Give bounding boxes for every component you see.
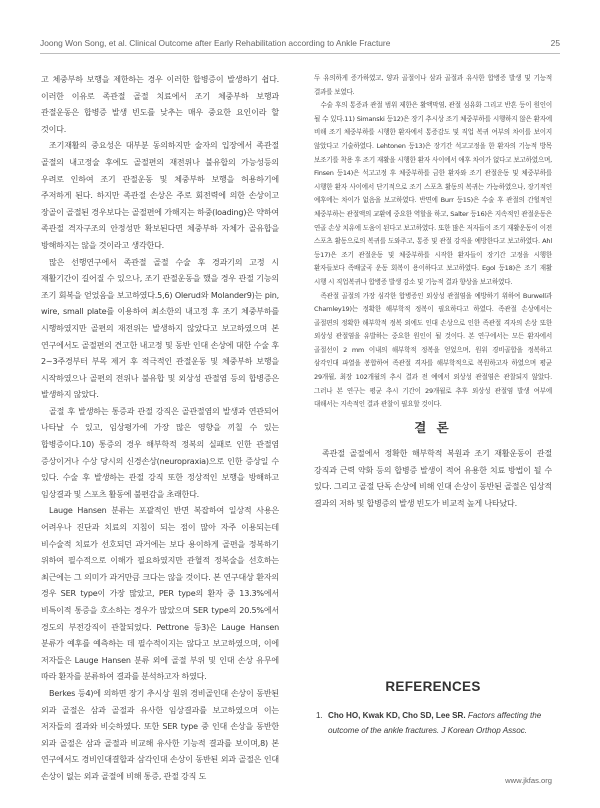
references-heading: REFERENCES [385,679,481,694]
paragraph: 조기재활의 중요성은 대부분 동의하지만 술자의 입장에서 족관절 골절의 내고정술 후에도 골절편의 재전위나 불유합의 가능성등의 우려로 인하여 조기 관절운동 및 체중부하 보행을 허용하기에 주저하게 된다. 하지만 족관절 손상은 주로 회전력에 의한 손상이고 장골이 골절된 경우보다는 골절편에 가해지는 하중(loading)은 약하여 족관절 격자구조의 안정성만 확보된다면 체중부하 자체가 골유합을 방해하지는 않을 것이라고 생각한다. [41,141,279,250]
reference-authors: Cho HO, Kwak KD, Cho SD, Lee SR. [328,711,466,720]
paragraph: Berkes 등4)에 의하면 장기 추시상 원위 경비골인대 손상이 동반된 외과 골절은 삼과 골절과 유사한 임상결과를 보고하였으며 이는 저자들의 결과와 비슷하였다. 또한 SER type 중 인대 손상을 동반한 외과 골절은 삼과 골절과 비교해 유사한 기능적 결과를 보이며,8) 본 연구에서도 경비인대결합과 삼각인대 손상이 동반된 외과 골절은 인대 손상이 없는 외과 골절에 비해 통증, 관절 강직 도 [41,688,279,781]
reference-title: Factors affecting the outcome of the ankle fractures. J Korean Orthop Assoc. [328,711,542,735]
header-rule [40,53,560,54]
paragraph: 족관절 골절의 가장 심각한 합병증인 외상성 관절염을 예방하기 위하여 Burwell과 Charnley19)는 정확한 해부학적 정복이 필요하다고 하였다. 족관절 손상에서는 골절편의 정확한 해부학적 정복 외에도 인대 손상으로 인한 족관절 격자의 손상 또한 외상성 관절염을 유발하는 중요한 원인이 될 것이다. 본 연구에서는 모든 환자에서 골절선이 2 mm 이내의 해부학적 정복을 얻었으며, 원위 경비골합을 정복하고 삼각인대 파열을 봉합하여 족관절 격자를 해부학적으로 복원하고자 하였으며 평균 29개월, 최장 102개월의 추시 결과 전 예에서 외상성 관절염은 관찰되지 않았다. 그러나 본 연구는 평균 추시 기간이 29개월로 추후 외상성 관절염 발생 여부에 대해서는 지속적인 결과 관찰이 필요할 것이다. [314,291,552,409]
paragraph: 고 체중부하 보행을 제한하는 경우 이러한 합병증이 발생하기 쉽다. 이러한 이유로 족관절 골절 치료에서 조기 체중부하 보행과 관절운동은 합병증 발생 빈도를 낮추는 매우 중요한 요인이라 할 것이다. [41,75,279,134]
conclusion-section [314,446,552,512]
page-number: 25 [550,38,560,48]
paragraph: 족관절 골절에서 정확한 해부학적 복원과 조기 재활운동이 관절 강직과 근력 약화 등의 합병증 발생이 적어 유용한 치료 방법이 될 수 있다. 그리고 골절 단독 손상에 비해 인대 손상이 동반된 골절은 임상적 결과의 저하 및 합병증의 발생 빈도가 비교적 높게 나타났다. [314,449,552,508]
right-column [314,72,552,412]
paragraph: 많은 선행연구에서 족관절 골절 수술 후 경과기의 고정 시 재활기간이 길어질 수 있으나, 조기 관절운동을 했을 경우 관절 기능의 조기 회복을 얻었음을 보고하였다.5,6) Olerud와 Molander9)는 pin, wire, small plate를 이용하여 최소한의 내고정 후 조기 체중부하를 시행하였지만 골편의 재전위는 발생하지 않았다고 보고하였으며 본 연구에서도 골절편의 견고한 내고정 및 동반 인대 손상에 대한 수술 후 2~3주경부터 부목 제거 후 적극적인 관절운동 및 체중부하 보행을 시작하였으나 골편의 전위나 불유합 및 외상성 관절염 등의 합병증은 발생하지 않았다. [41,257,279,400]
paragraph: 두 유의하게 증가하였고, 양과 골절이나 삼과 골절과 유사한 합병증 발생 및 기능적 결과를 보였다. [314,74,552,96]
running-title: Joong Won Song, et al. Clinical Outcome after Early Rehabilitation according to Ankle Fracture [40,38,391,48]
reference-number: 1. [316,711,323,720]
reference-item [314,708,552,738]
conclusion-heading: 결 론 [414,420,452,435]
left-column [41,72,279,786]
paragraph: 수술 후의 통증과 관절 범위 제한은 활액막염, 관절 섬유화 그리고 반흔 등이 원인이 될 수 있다.11) Simanski 등12)은 장기 추시상 조기 체중부하를 시행하지 않은 환자에 비해 조기 체중부하를 시행한 환자에서 통증감도 및 직업 복귀 여부의 차이를 보이지 않았다고 기술하였다. Lehtonen 등13)은 장기간 석고고정을 한 환자의 기능적 방목 보조기를 착용 후 조기 재활을 시행한 환자 사이에서 애후 차이가 없다고 보고하였으며, Finsen 등14)은 석고고정 후 체중부하를 금한 환자와 조기 관절운동 및 체중부하를 시행한 환자 사이에서 단기적으로 조기 스포츠 활동의 복귀는 가능하였으나, 장기적인 예후에는 차이가 없음을 보고하였다. 반면에 Burr 등15)은 수술 후 관절의 간헐적인 체중부하는 관절액의 교환에 중요한 역할을 하고, Salter 등16)은 지속적인 관절운동은 연골 손상 치유에 도움이 된다고 보고하였다. 또한 많은 저자들이 조기 재활운동이 이전 스포츠 활동으로의 복귀를 도와주고, 통증 및 관절 강직을 예방한다고 보고하였다. Ahl 등17)은 조기 관절운동 및 체중부하를 시작한 환자들이 장기간 고정을 시행한 환자들보다 족배굴곡 운동 회복이 용이하다고 보고하였다. Egol 등18)은 조기 재활 시행 시 직업복귀나 합병증 발생 감소 및 기능적 결과 향상을 보고하였다. [314,101,552,286]
journal-url: www.jkfas.org [505,776,552,785]
paragraph: Lauge Hansen 분류는 포괄적인 반면 복잡하여 일상적 사용은 어려우나 진단과 치료의 지침이 되는 점이 많아 자주 이용되는데 비수술적 치료가 선호되던 과거에는 보다 용이하게 골편을 정복하기 위하여 필수적으로 이해가 필요하였지만 관혈적 정복술을 선호하는 최근에는 그 의미가 과거만큼 크다는 않을 것이다. 본 연구대상 환자의 경우 SER type이 가장 많았고, PER type의 환자 중 13.3%에서 비특이적 통증을 호소하는 경우가 많았으며 SER type의 20.5%에서 경도의 부전강직이 관찰되었다. Pettrone 등3)은 Lauge Hansen 분류가 예후를 예측하는 데 필수적이지는 않다고 보고하였으며, 이에 저자들은 Lauge Hansen 분류 외에 골절 부위 및 인대 손상 유무에 따라 환자를 분류하여 결과를 분석하고자 하였다. [41,506,279,682]
paragraph: 골절 후 발생하는 통증과 관절 강직은 골관절염의 발생과 연관되어 나타날 수 있고, 임상평가에 가장 많은 영향을 끼칠 수 있는 합병증이다.10) 통증의 경우 해부학적 정복의 실패로 인한 관절염 증상이거나 수상 당시의 신경손상(neuropraxia)으로 인한 증상일 수 있다. 수술 후 발생하는 관절 강직 또한 정상적인 보행을 방해하고 임상결과 및 스포츠 활동에 불편감을 초래한다. [41,406,279,499]
